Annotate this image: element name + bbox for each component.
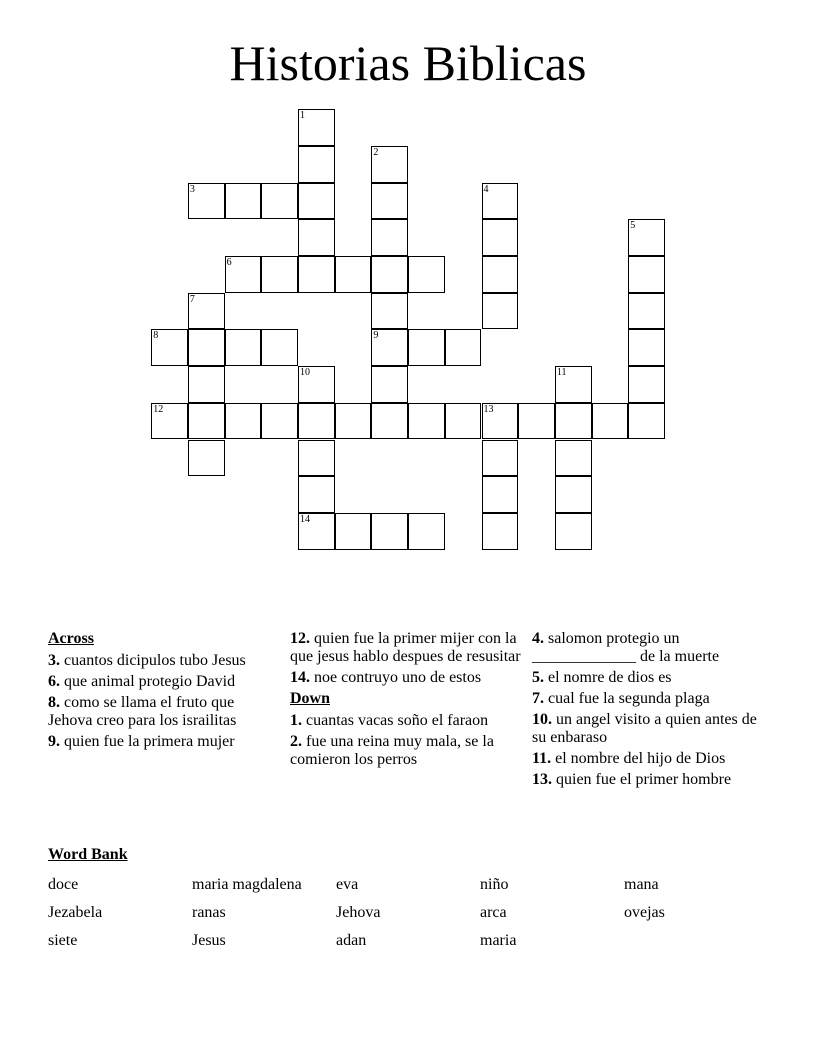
grid-cell[interactable] bbox=[628, 256, 665, 293]
down-clue-4: 4. salomon protegio un _____________ de la muerte bbox=[532, 630, 720, 665]
clue-number: 6 bbox=[226, 257, 232, 268]
across-clue-9: 9. quien fue la primera mujer bbox=[48, 733, 235, 750]
word-bank-item: Jesus bbox=[192, 932, 226, 949]
grid-cell[interactable] bbox=[225, 183, 262, 220]
grid-cell[interactable] bbox=[371, 403, 408, 440]
clue-number: 10 bbox=[300, 367, 310, 379]
grid-cell[interactable] bbox=[225, 256, 262, 293]
grid-cell[interactable] bbox=[298, 366, 335, 403]
grid-cell[interactable] bbox=[482, 440, 519, 477]
grid-cell[interactable] bbox=[555, 366, 592, 403]
grid-cell[interactable] bbox=[408, 513, 445, 550]
grid-cell[interactable] bbox=[628, 329, 665, 366]
word-bank-item: Jezabela bbox=[48, 904, 103, 921]
grid-cell[interactable] bbox=[151, 403, 188, 440]
word-bank-item: adan bbox=[336, 932, 367, 949]
grid-cell[interactable] bbox=[482, 256, 519, 293]
grid-cell[interactable] bbox=[371, 366, 408, 403]
grid-cell[interactable] bbox=[408, 403, 445, 440]
clue-number: 14 bbox=[300, 513, 310, 525]
word-bank-item: eva bbox=[336, 876, 359, 893]
grid-cell[interactable] bbox=[225, 329, 262, 366]
grid-cell[interactable] bbox=[408, 256, 445, 293]
word-bank-heading: Word Bank bbox=[48, 846, 128, 863]
down-clue-11: 11. el nombre del hijo de Dios bbox=[532, 750, 726, 767]
clue-number: 9 bbox=[373, 330, 379, 342]
grid-cell[interactable] bbox=[371, 219, 408, 256]
across-clue-8: 8. como se llama el fruto que Jehova creo para los israilitas bbox=[48, 694, 237, 729]
grid-cell[interactable] bbox=[335, 513, 372, 550]
word-bank-item: doce bbox=[48, 876, 79, 893]
word-bank-item: mana bbox=[624, 876, 659, 893]
grid-cell[interactable] bbox=[628, 403, 665, 440]
grid-cell[interactable] bbox=[188, 293, 225, 330]
grid-cell[interactable] bbox=[298, 219, 335, 256]
down-clue-2: 2. fue una reina muy mala, se la comieron los perros bbox=[290, 733, 494, 768]
down-clue-13: 13. quien fue el primer hombre bbox=[532, 771, 732, 788]
grid-cell[interactable] bbox=[482, 403, 519, 440]
down-clue-7: 7. cual fue la segunda plaga bbox=[532, 690, 710, 707]
grid-cell[interactable] bbox=[261, 256, 298, 293]
word-bank-item: Jehova bbox=[336, 904, 381, 921]
grid-cell[interactable] bbox=[482, 476, 519, 513]
grid-cell[interactable] bbox=[225, 403, 262, 440]
page-title: Historias Biblicas bbox=[229, 35, 587, 91]
across-heading: Across bbox=[48, 630, 94, 647]
down-heading: Down bbox=[290, 690, 331, 707]
grid-cell[interactable] bbox=[482, 219, 519, 256]
grid-cell[interactable] bbox=[298, 256, 335, 293]
word-bank-item: arca bbox=[480, 904, 507, 921]
grid-cell[interactable] bbox=[628, 293, 665, 330]
grid-cell[interactable] bbox=[518, 403, 555, 440]
grid-cell[interactable] bbox=[445, 403, 482, 440]
down-clue-1: 1. cuantas vacas soño el faraon bbox=[290, 712, 489, 729]
grid-cell[interactable] bbox=[628, 366, 665, 403]
clue-column-1 bbox=[48, 630, 278, 754]
grid-cell[interactable] bbox=[188, 329, 225, 366]
clue-number: 12 bbox=[153, 403, 164, 415]
clue-number: 4 bbox=[483, 183, 489, 195]
across-clue-12: 12. quien fue la primer mijer con la que jesus hablo despues de resusitar bbox=[290, 630, 521, 665]
grid-cell[interactable] bbox=[298, 109, 335, 146]
grid-cell[interactable] bbox=[408, 329, 445, 366]
word-bank-item: niño bbox=[480, 876, 509, 893]
grid-cell[interactable] bbox=[261, 329, 298, 366]
grid-cell[interactable] bbox=[555, 513, 592, 550]
word-bank-item: maria magdalena bbox=[192, 876, 302, 893]
clue-column-3 bbox=[532, 630, 762, 792]
across-clue-14: 14. noe contruyo uno de estos bbox=[290, 669, 482, 686]
grid-cell[interactable] bbox=[555, 440, 592, 477]
clue-number: 3 bbox=[189, 183, 195, 195]
grid-cell[interactable] bbox=[482, 293, 519, 330]
clue-number: 2 bbox=[373, 146, 379, 158]
grid-cell[interactable] bbox=[298, 403, 335, 440]
word-bank-item: maria bbox=[480, 932, 517, 949]
word-bank-item: siete bbox=[48, 932, 78, 949]
grid-cell[interactable] bbox=[298, 440, 335, 477]
clue-number: 1 bbox=[300, 110, 305, 122]
grid-cell[interactable] bbox=[482, 513, 519, 550]
down-clue-5: 5. el nomre de dios es bbox=[532, 669, 672, 686]
across-clue-3: 3. cuantos dicipulos tubo Jesus bbox=[48, 652, 246, 669]
clue-number: 5 bbox=[630, 220, 636, 232]
grid-cell[interactable] bbox=[371, 293, 408, 330]
grid-cell[interactable] bbox=[371, 513, 408, 550]
down-clue-10: 10. un angel visito a quien antes de su enbaraso bbox=[532, 711, 757, 746]
grid-cell[interactable] bbox=[261, 183, 298, 220]
grid-cell[interactable] bbox=[628, 219, 665, 256]
grid-cell[interactable] bbox=[188, 403, 225, 440]
across-clue-6: 6. que animal protegio David bbox=[48, 673, 236, 690]
grid-cell[interactable] bbox=[188, 183, 225, 220]
grid-cell[interactable] bbox=[298, 146, 335, 183]
word-bank-item: ovejas bbox=[624, 904, 665, 921]
grid-cell[interactable] bbox=[335, 403, 372, 440]
clue-number: 13 bbox=[483, 403, 494, 415]
grid-cell[interactable] bbox=[188, 440, 225, 477]
grid-cell[interactable] bbox=[298, 183, 335, 220]
grid-cell[interactable] bbox=[482, 183, 519, 220]
grid-cell[interactable] bbox=[298, 513, 335, 550]
grid-cell[interactable] bbox=[371, 256, 408, 293]
grid-cell[interactable] bbox=[371, 183, 408, 220]
grid-cell[interactable] bbox=[371, 146, 408, 183]
grid-cell[interactable] bbox=[445, 329, 482, 366]
grid-cell[interactable] bbox=[151, 329, 188, 366]
grid-cell[interactable] bbox=[261, 403, 298, 440]
grid-cell[interactable] bbox=[371, 329, 408, 366]
grid-cell[interactable] bbox=[298, 476, 335, 513]
word-bank-item: ranas bbox=[192, 904, 226, 921]
clue-number: 11 bbox=[556, 367, 567, 379]
grid-cell[interactable] bbox=[555, 476, 592, 513]
grid-cell[interactable] bbox=[592, 403, 629, 440]
clue-number: 7 bbox=[189, 293, 195, 305]
grid-cell[interactable] bbox=[188, 366, 225, 403]
clue-column-2 bbox=[290, 630, 522, 772]
clue-number: 8 bbox=[153, 330, 159, 342]
grid-cell[interactable] bbox=[335, 256, 372, 293]
grid-cell[interactable] bbox=[555, 403, 592, 440]
